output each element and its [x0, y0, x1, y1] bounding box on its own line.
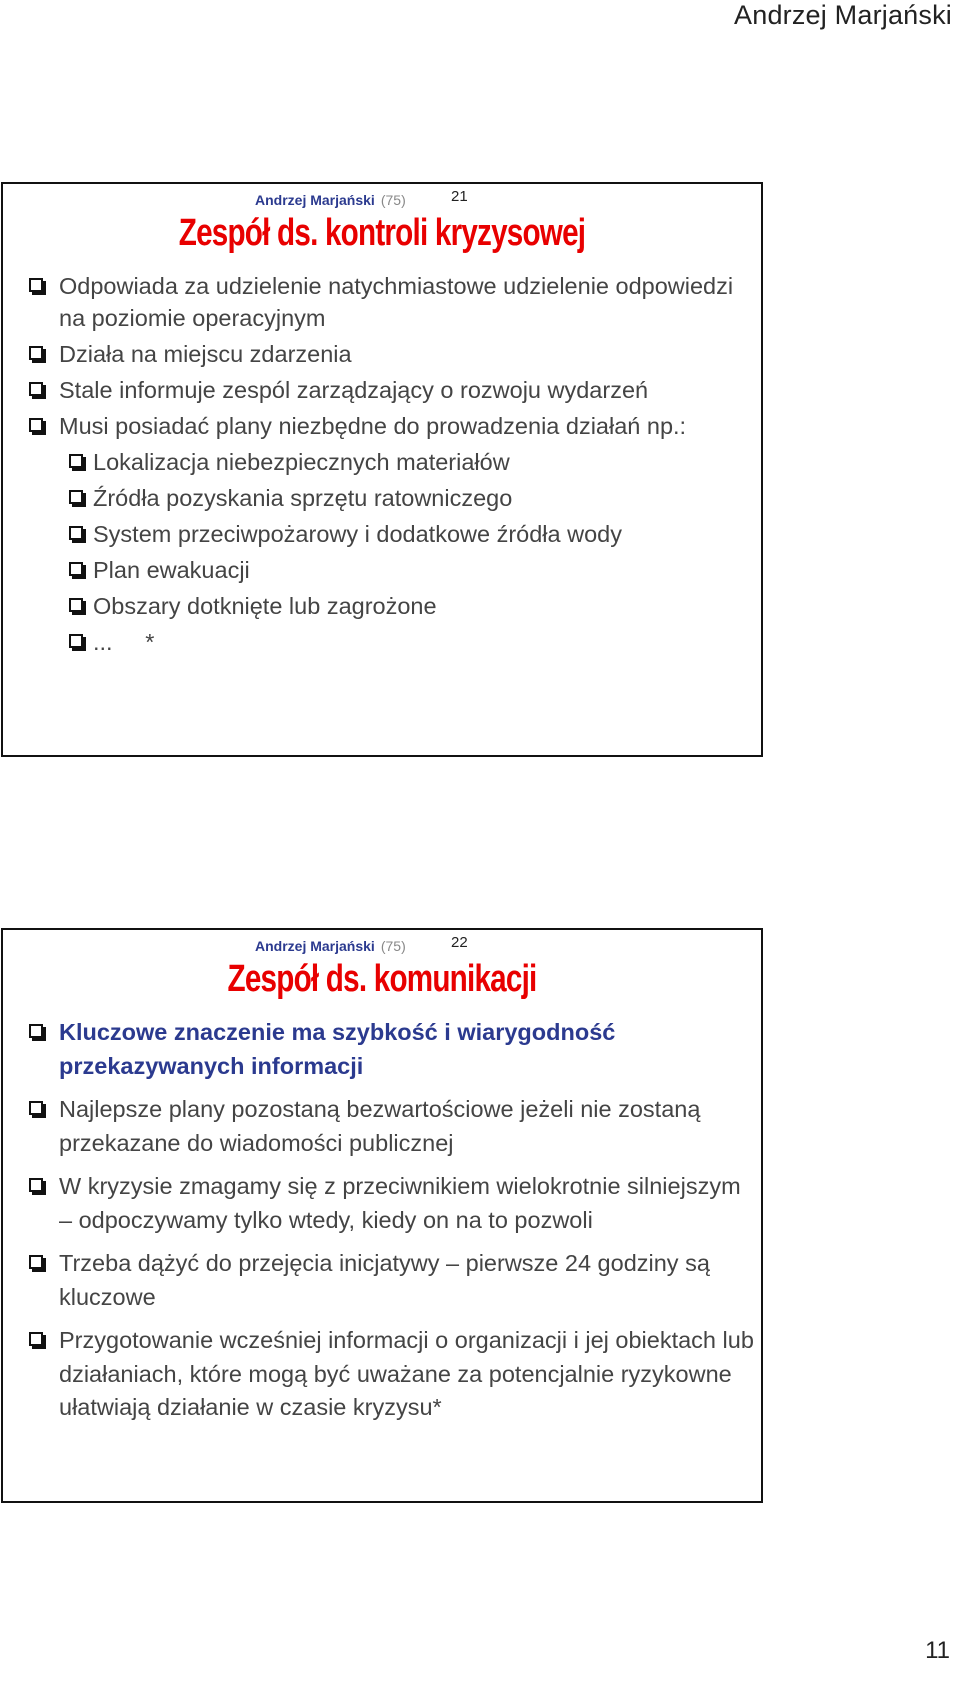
sub-list-item	[69, 482, 757, 514]
checkbox-bullet-icon	[29, 1332, 43, 1346]
list-item-text: Przygotowanie wcześniej informacji o organizacji i jej obiektach lub działaniach, które mogą być uważane za potencjalnie ryzykowne ułatwiają działanie w czasie kryzysu*	[59, 1327, 754, 1420]
list-item-text: Działa na miejscu zdarzenia	[59, 341, 352, 367]
page-number: 11	[925, 1637, 950, 1664]
list-item	[29, 1093, 757, 1160]
sub-list-item	[69, 626, 757, 658]
sub-list-item	[69, 518, 757, 550]
list-item-text: W kryzysie zmagamy się z przeciwnikiem wielokrotnie silniejszym – odpoczywamy tylko wtedy, kiedy on na to pozwoli	[59, 1173, 741, 1233]
slide-22	[1, 928, 763, 1503]
list-item	[29, 1170, 757, 1237]
list-item	[29, 374, 757, 406]
slide-number: 22	[451, 934, 468, 951]
list-item-text: Musi posiadać plany niezbędne do prowadzenia działań np.:	[59, 413, 687, 439]
checkbox-bullet-icon	[69, 634, 83, 648]
bullet-list	[29, 270, 757, 662]
list-item-text: Plan ewakuacji	[93, 557, 250, 583]
sub-list-item	[69, 590, 757, 622]
list-item-text: Odpowiada za udzielenie natychmiastowe udzielenie odpowiedzi na poziomie operacyjnym	[59, 273, 734, 331]
slide-header	[255, 192, 406, 208]
checkbox-bullet-icon	[29, 418, 43, 432]
slide-header	[255, 938, 406, 954]
list-item-text: System przeciwpożarowy i dodatkowe źródła wody	[93, 521, 622, 547]
checkbox-bullet-icon	[69, 598, 83, 612]
list-item-text: Najlepsze plany pozostaną bezwartościowe jeżeli nie zostaną przekazane do wiadomości publicznej	[59, 1096, 701, 1156]
list-item-text: Kluczowe znaczenie ma szybkość i wiarygodność przekazywanych informacji	[59, 1019, 616, 1079]
list-item	[29, 338, 757, 370]
slide-count: (75)	[380, 192, 406, 208]
slide-title: Zespół ds. komunikacji	[227, 958, 537, 1000]
checkbox-bullet-icon	[29, 1178, 43, 1192]
list-item-text: Lokalizacja niebezpiecznych materiałów	[93, 449, 510, 475]
checkbox-bullet-icon	[69, 562, 83, 576]
slide-21	[1, 182, 763, 757]
checkbox-bullet-icon	[69, 490, 83, 504]
checkbox-bullet-icon	[29, 346, 43, 360]
list-item	[29, 410, 757, 442]
sub-list-item	[69, 446, 757, 478]
slide-count: (75)	[380, 938, 406, 954]
sub-list-item	[69, 554, 757, 586]
list-item	[29, 1016, 757, 1083]
list-item-text: Stale informuje zespól zarządzający o rozwoju wydarzeń	[59, 377, 649, 403]
list-item	[29, 270, 757, 334]
list-item	[29, 1247, 757, 1314]
slide-author: Andrzej Marjański	[255, 192, 375, 208]
checkbox-bullet-icon	[69, 454, 83, 468]
checkbox-bullet-icon	[29, 382, 43, 396]
checkbox-bullet-icon	[69, 526, 83, 540]
page-author: Andrzej Marjański	[734, 0, 952, 30]
checkbox-bullet-icon	[29, 278, 43, 292]
bullet-list	[29, 1016, 757, 1435]
checkbox-bullet-icon	[29, 1024, 43, 1038]
slide-title: Zespół ds. kontroli kryzysowej	[178, 212, 586, 254]
checkbox-bullet-icon	[29, 1255, 43, 1269]
list-item-text: Obszary dotknięte lub zagrożone	[93, 593, 437, 619]
checkbox-bullet-icon	[29, 1101, 43, 1115]
slide-author: Andrzej Marjański	[255, 938, 375, 954]
slide-number: 21	[451, 188, 468, 205]
list-item-text: Trzeba dążyć do przejęcia inicjatywy – pierwsze 24 godziny są kluczowe	[59, 1250, 710, 1310]
list-item	[29, 1324, 757, 1425]
list-item-text: ... *	[93, 629, 155, 655]
list-item-text: Źródła pozyskania sprzętu ratowniczego	[93, 485, 513, 511]
